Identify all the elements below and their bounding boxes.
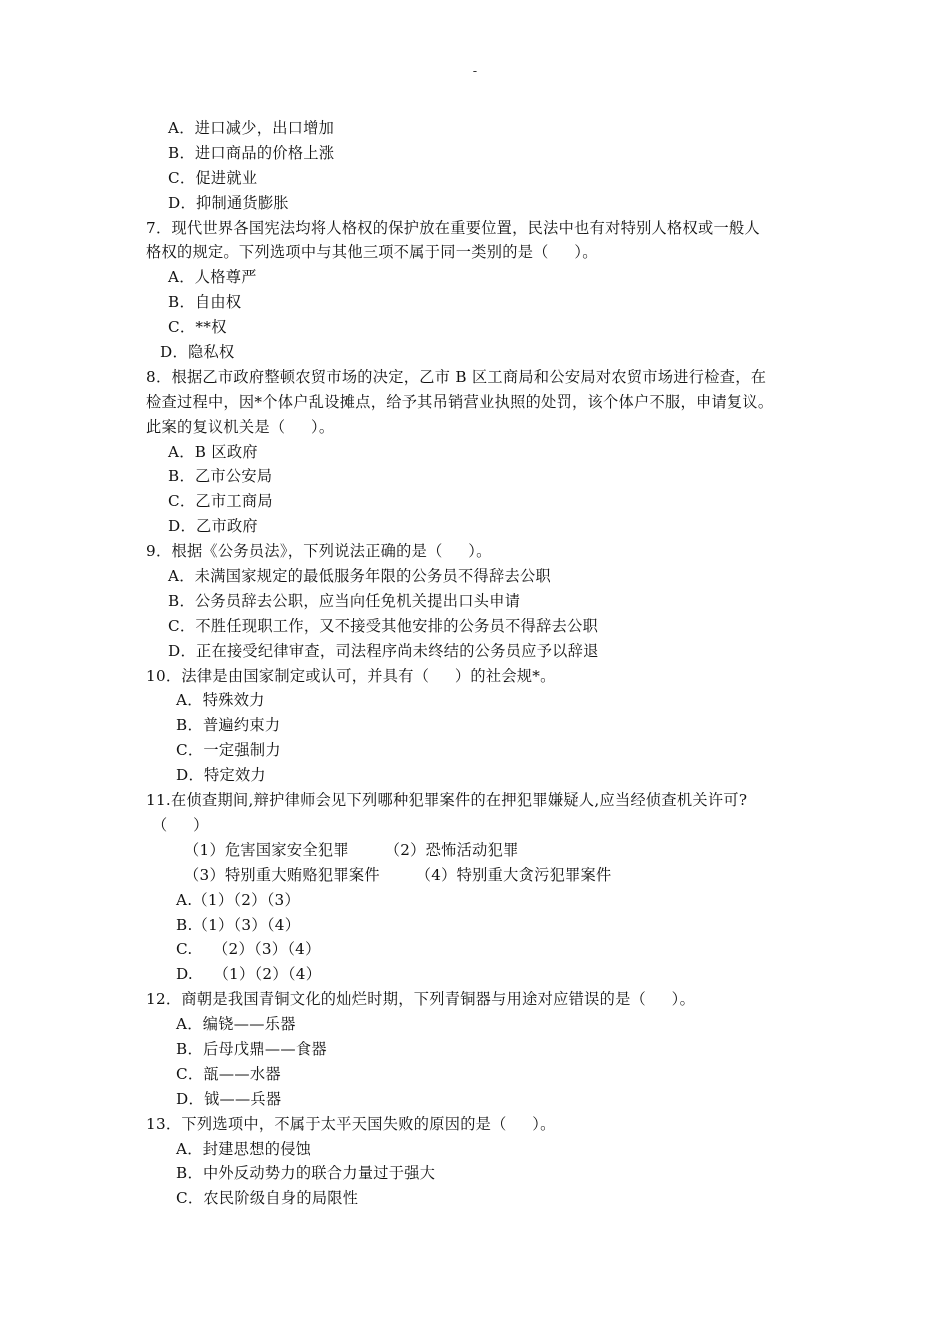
option-line: A．封建思想的侵蚀	[176, 1139, 312, 1158]
option-line: C．**权	[168, 318, 227, 337]
option-line: A.（1）（2）（3）	[176, 890, 301, 909]
option-line: B．中外反动势力的联合力量过于强大	[176, 1164, 436, 1183]
page-header-mark: -	[472, 64, 478, 79]
question-line: 7．现代世界各国宪法均将人格权的保护放在重要位置，民法中也有对特别人格权或一般人	[146, 218, 760, 237]
question-line: 格权的规定。下列选项中与其他三项不属于同一类别的是（ ）。	[146, 243, 598, 262]
question-line: 11.在侦查期间,辩护律师会见下列哪种犯罪案件的在押犯罪嫌疑人,应当经侦查机关许可?	[146, 791, 748, 810]
option-line: B．后母戊鼎——食器	[176, 1039, 327, 1058]
option-line: A．特殊效力	[176, 691, 265, 710]
question-line: 12．商朝是我国青铜文化的灿烂时期，下列青铜器与用途对应错误的是（ ）。	[146, 990, 696, 1009]
option-line: B．自由权	[168, 293, 242, 312]
option-line: A．进口减少，出口增加	[168, 119, 335, 137]
question-line: 检查过程中，因*个体户乱设摊点，给予其吊销营业执照的处罚，该个体户不服，申请复议。	[146, 392, 774, 411]
option-line: D．隐私权	[160, 343, 235, 362]
option-line: B．公务员辞去公职，应当向任免机关提出口头申请	[168, 591, 521, 610]
option-line: A．未满国家规定的最低服务年限的公务员不得辞去公职	[168, 567, 551, 586]
option-line: A．人格尊严	[168, 268, 257, 287]
option-line: A．编铙——乐器	[176, 1015, 296, 1034]
option-line: C．促进就业	[168, 168, 258, 187]
option-line: D．钺——兵器	[176, 1089, 282, 1108]
question-line: 8．根据乙市政府整顿农贸市场的决定，乙市 B 区工商局和公安局对农贸市场进行检查，在	[146, 367, 767, 386]
option-line: C. （2）（3）（4）	[176, 940, 321, 959]
option-line: D．正在接受纪律审查，司法程序尚未终结的公务员应予以辞退	[168, 641, 599, 660]
option-line: C．瓿——水器	[176, 1064, 281, 1083]
option-line: D．抑制通货膨胀	[168, 193, 289, 212]
option-line: B．普遍约束力	[176, 716, 281, 735]
option-line: （3）特别重大贿赂犯罪案件 （4）特别重大贪污犯罪案件	[184, 865, 612, 884]
option-line: C．乙市工商局	[168, 492, 273, 511]
option-line: A．B 区政府	[168, 442, 258, 461]
option-line: D．特定效力	[176, 766, 266, 785]
option-line: B．进口商品的价格上涨	[168, 143, 335, 162]
question-line: 10．法律是由国家制定或认可，并具有（ ）的社会规*。	[146, 666, 556, 685]
option-line: （ ）	[152, 815, 209, 834]
option-line: D．乙市政府	[168, 517, 258, 536]
document-body	[146, 116, 816, 1211]
question-line: 13．下列选项中，不属于太平天国失败的原因的是（ ）。	[146, 1114, 556, 1133]
question-line: 9．根据《公务员法》，下列说法正确的是（ ）。	[146, 542, 492, 561]
question-line: 此案的复议机关是（ ）。	[146, 417, 335, 436]
option-line: C．农民阶级自身的局限性	[176, 1189, 359, 1208]
option-line: （1）危害国家安全犯罪 （2）恐怖活动犯罪	[184, 840, 519, 859]
option-line: C．一定强制力	[176, 741, 281, 760]
option-line: B.（1）（3）（4）	[176, 915, 301, 934]
option-line: D. （1）（2）（4）	[176, 965, 322, 984]
option-line: C．不胜任现职工作，又不接受其他安排的公务员不得辞去公职	[168, 616, 599, 635]
option-line: B．乙市公安局	[168, 467, 273, 486]
